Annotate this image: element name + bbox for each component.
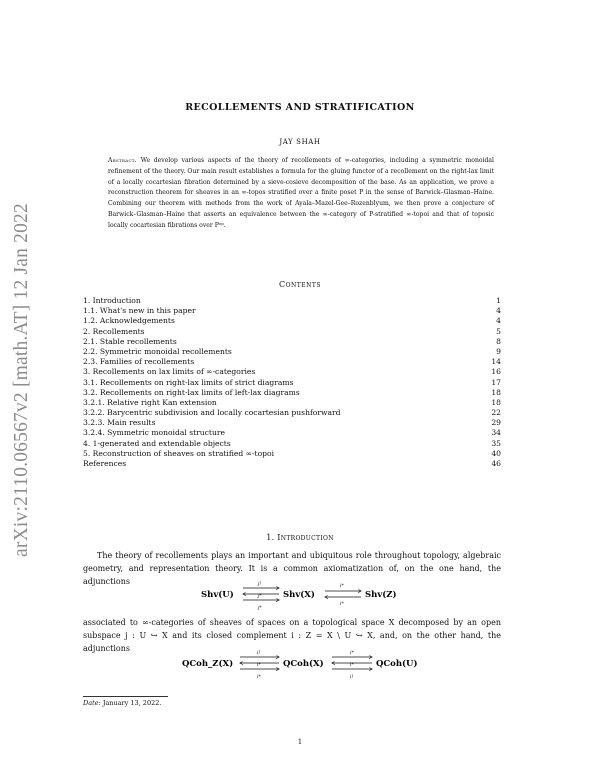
toc-entry-label: 5. Reconstruction of sheaves on stratified ∞-topoi: [83, 448, 275, 458]
toc-entry-page: 14: [491, 357, 501, 367]
diagram1-arrow-label: j!: [258, 582, 262, 587]
toc-entry-page: 17: [491, 377, 501, 387]
toc-entry-page: 4: [496, 306, 501, 316]
toc-entry-page: 9: [496, 346, 501, 356]
footnote: [83, 699, 161, 707]
footnote-label: Date:: [83, 699, 101, 707]
toc-entry-label: 3.2.1. Relative right Kan extension: [83, 397, 217, 407]
toc-entry-page: 16: [491, 367, 501, 377]
abstract-text: We develop various aspects of the theory of recollements of ∞-categories, including a symmetric monoidal refinement of the theory. Our main result establishes a formula for the gluing functor of a recollement on the right-lax limit of a locally cocartesian fibration determined by a sieve-cosieve decomposition of the base. As an application, we prove a reconstruction theorem for sheaves in an ∞-topos stratified over a finite poset P in the sense of Barwick–Glasman–Haine. Combining our theorem with methods from the work of Ayala–Mazel-Gee–Rozenblyum, we then prove a conjecture of Barwick–Glasman–Haine that asserts an equivalence between the ∞-category of P-stratified ∞-topoi and that of toposic locally cocartesian fibrations over Pᵒᵖ.: [108, 157, 495, 229]
abstract: [108, 156, 494, 232]
toc-entry[interactable]: [83, 306, 501, 316]
toc-entry-label: 3.2. Recollements on right-lax limits of left-lax diagrams: [83, 387, 300, 397]
toc-entry-label: 3. Recollements on lax limits of ∞-categories: [83, 367, 256, 377]
toc-entry-page: 40: [491, 448, 501, 458]
toc-entry-label: 2.1. Stable recollements: [83, 336, 177, 346]
toc-entry[interactable]: [83, 316, 501, 326]
diagram1-left: Shv(U): [201, 590, 234, 600]
toc-entry[interactable]: [83, 367, 501, 377]
table-of-contents: [83, 296, 501, 469]
abstract-label: Abstract.: [108, 157, 138, 164]
contents-heading: Contents: [278, 280, 322, 289]
toc-entry-label: 3.2.4. Symmetric monoidal structure: [83, 428, 225, 438]
author: JAY SHAH: [279, 138, 321, 146]
toc-entry-page: 29: [491, 418, 501, 428]
diagram2-left: QCoh_Z(X): [182, 659, 234, 669]
toc-entry[interactable]: [83, 439, 501, 449]
toc-entry[interactable]: [83, 459, 501, 469]
diagram1-arrow-label: i*: [340, 584, 344, 589]
toc-entry[interactable]: [83, 378, 501, 388]
toc-entry[interactable]: [83, 388, 501, 398]
diagram1-arrow-label: i*: [340, 602, 344, 607]
toc-entry-label: 1.1. What's new in this paper: [83, 306, 196, 316]
diagram2-arrow-label: i*: [257, 663, 261, 668]
arxiv-stamp: arXiv:2110.06567v2 [math.AT] 12 Jan 2022: [11, 203, 32, 557]
toc-entry-label: 2.2. Symmetric monoidal recollements: [83, 346, 232, 356]
diagram2-arrow-label: i*: [350, 663, 354, 668]
toc-entry-page: 8: [496, 336, 501, 346]
diagram2-arrow-label: i*: [350, 651, 354, 656]
toc-entry[interactable]: [83, 408, 501, 418]
diagram1-middle: Shv(X): [283, 590, 315, 600]
toc-entry[interactable]: [83, 398, 501, 408]
toc-entry-page: 18: [491, 387, 501, 397]
toc-entry-page: 1: [496, 296, 501, 305]
toc-entry-page: 35: [491, 438, 501, 448]
toc-entry-label: 2. Recollements: [83, 326, 145, 336]
footnote-rule: [83, 696, 168, 697]
toc-entry-page: 34: [491, 428, 501, 438]
section-heading: 1. Introduction: [266, 533, 334, 542]
toc-entry-label: 3.2.3. Main results: [83, 418, 156, 428]
toc-entry-page: 5: [496, 326, 501, 336]
toc-entry[interactable]: [83, 428, 501, 438]
diagram2-arrow-label: i*: [257, 675, 261, 680]
toc-entry-label: 4. 1-generated and extendable objects: [83, 438, 231, 448]
toc-entry[interactable]: [83, 327, 501, 337]
footnote-text: January 13, 2022.: [102, 699, 162, 707]
diagram2-arrow-label: i!: [257, 651, 261, 656]
toc-entry[interactable]: [83, 296, 501, 306]
toc-entry-label: 1. Introduction: [83, 296, 141, 305]
diagram1-arrow-label: j*: [258, 606, 262, 611]
toc-entry[interactable]: [83, 449, 501, 459]
adjunction-diagram-qcoh: [180, 645, 425, 687]
toc-entry-page: 46: [491, 459, 501, 468]
toc-entry-label: 3.1. Recollements on right-lax limits of strict diagrams: [83, 377, 294, 387]
toc-entry[interactable]: [83, 347, 501, 357]
diagram1-right: Shv(Z): [365, 590, 397, 600]
diagram2-right: QCoh(U): [376, 659, 418, 669]
paper-title: RECOLLEMENTS AND STRATIFICATION: [185, 102, 415, 113]
toc-entry-label: 3.2.2. Barycentric subdivision and locally cocartesian pushforward: [83, 408, 341, 418]
diagram2-middle: QCoh(X): [283, 659, 324, 669]
toc-entry[interactable]: [83, 418, 501, 428]
diagram1-arrow-label: j*: [258, 594, 262, 599]
intro-paragraph-2: associated to ∞-categories of sheaves of spaces on a topological space X decomposed by an open subspace j : U ↪ X and its closed complement i : Z = X \ U ↪ X, and, on the other hand, the adjunctions: [83, 618, 501, 653]
toc-entry[interactable]: [83, 357, 501, 367]
toc-entry[interactable]: [83, 337, 501, 347]
diagram2-arrow-label: i!: [350, 675, 354, 680]
toc-entry-label: 2.3. Families of recollements: [83, 357, 195, 367]
toc-entry-label: References: [83, 459, 127, 468]
page-number: 1: [297, 738, 303, 746]
toc-entry-label: 1.2. Acknowledgements: [83, 316, 175, 326]
toc-entry-page: 4: [496, 316, 501, 326]
intro-paragraph-1: The theory of recollements plays an important and ubiquitous role throughout topology, algebraic geometry, and representation theory. It is a common axiomatization of, on the one hand, the adjunctions: [83, 551, 501, 586]
adjunction-diagram-shv: [195, 576, 415, 612]
toc-entry-page: 22: [491, 408, 501, 418]
toc-entry-page: 18: [491, 397, 501, 407]
